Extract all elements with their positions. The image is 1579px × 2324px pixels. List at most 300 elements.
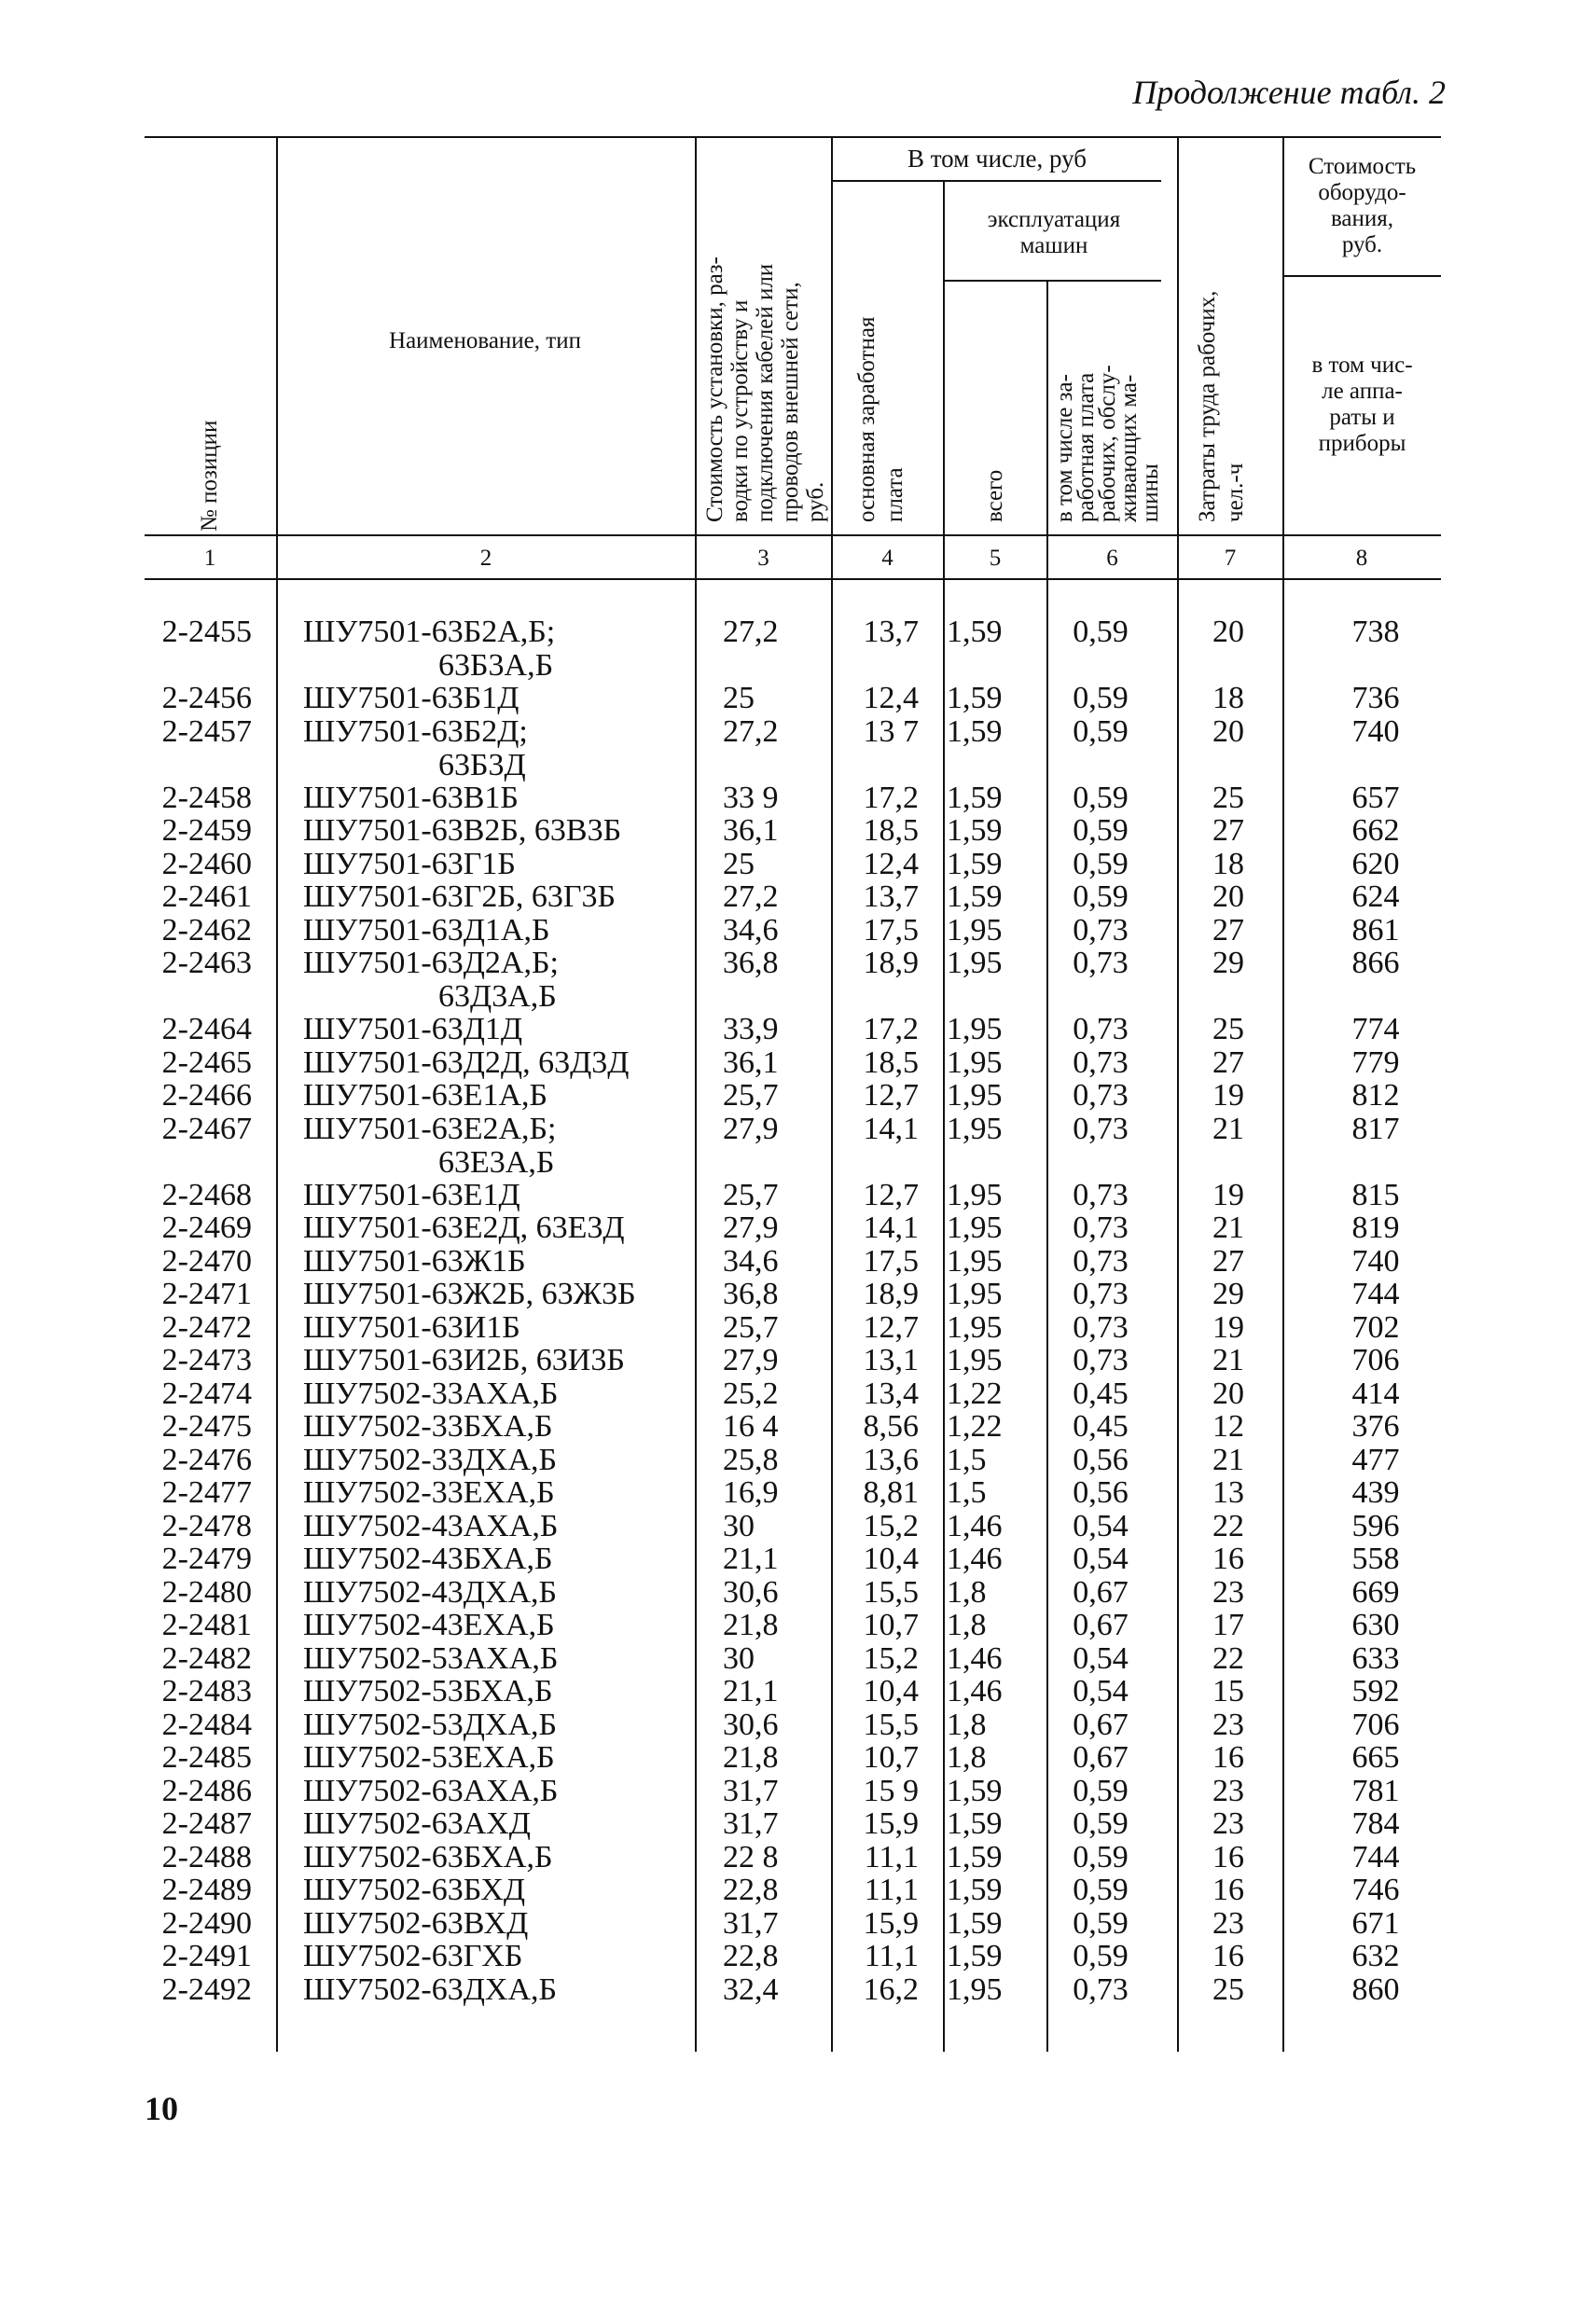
cell-c6: 0,73 [1073, 1210, 1129, 1245]
cell-pos: 2-2488 [161, 1840, 252, 1874]
equipment-rule [1282, 275, 1441, 277]
table-row [0, 1576, 1579, 1609]
cell-c7: 22 [1212, 1509, 1244, 1543]
cell-pos: 2-2484 [161, 1708, 252, 1742]
cell-c6: 0,54 [1073, 1641, 1129, 1676]
cell-c6: 0,59 [1073, 813, 1129, 848]
cell-c7: 29 [1212, 1277, 1244, 1311]
table-row [0, 1841, 1579, 1874]
table-row [0, 1642, 1579, 1675]
cell-c4: 18,5 [863, 813, 919, 848]
table-row [0, 1311, 1579, 1344]
table-row [0, 782, 1579, 814]
cell-c5: 1,59 [947, 879, 1003, 914]
table-row [0, 1874, 1579, 1906]
cell-c5: 1,8 [947, 1608, 987, 1642]
cell-c8: 596 [1351, 1509, 1400, 1543]
header-col8-sub-line: в том чис- [1311, 353, 1413, 378]
cell-c5: 1,95 [947, 1972, 1003, 2007]
cell-pos: 2-2471 [161, 1277, 252, 1311]
cell-c3: 25,7 [723, 1178, 779, 1212]
cell-c3: 22,8 [723, 1873, 779, 1907]
cell-c6: 0,73 [1073, 1244, 1129, 1279]
table-row [0, 814, 1579, 847]
header-col4-line: плата [882, 467, 907, 522]
cell-pos: 2-2468 [161, 1178, 252, 1212]
table-row [0, 1542, 1579, 1575]
table-row [0, 1245, 1579, 1278]
cell-c8: 861 [1351, 913, 1400, 948]
column-number: 2 [479, 546, 492, 571]
header-col8-sub-line: приборы [1318, 431, 1406, 456]
header-col6-line: рабочих, обслу- [1095, 365, 1120, 522]
cell-c6: 0,73 [1073, 1178, 1129, 1212]
cell-c8: 860 [1351, 1972, 1400, 2007]
cell-pos: 2-2474 [161, 1376, 252, 1411]
cell-c5: 1,95 [947, 913, 1003, 948]
cell-c6: 0,45 [1073, 1409, 1129, 1444]
cell-c4: 10,7 [863, 1608, 919, 1642]
cell-name: ШУ7501-63Б2А,Б; [303, 615, 556, 649]
cell-name: ШУ7501-63Е2Д, 63Е3Д [303, 1210, 625, 1245]
column-number: 1 [203, 546, 216, 571]
cell-pos: 2-2476 [161, 1443, 252, 1477]
cell-c5: 1,8 [947, 1740, 987, 1775]
cell-c8: 414 [1351, 1376, 1400, 1411]
cell-c8: 376 [1351, 1409, 1400, 1444]
cell-c8: 558 [1351, 1542, 1400, 1576]
table-row [0, 1807, 1579, 1840]
cell-c4: 15 9 [863, 1774, 919, 1808]
cell-c7: 19 [1212, 1178, 1244, 1212]
cell-c6: 0,59 [1073, 1906, 1129, 1941]
header-col3-line: водки по устройству и [727, 299, 753, 522]
table-row [0, 1046, 1579, 1079]
cell-c8: 740 [1351, 714, 1400, 749]
header-col8-top [1285, 154, 1439, 258]
cell-name: ШУ7502-53АХА,Б [303, 1641, 559, 1676]
table-row [0, 1377, 1579, 1410]
cell-pos: 2-2480 [161, 1575, 252, 1610]
cell-pos: 2-2482 [161, 1641, 252, 1676]
cell-c8: 477 [1351, 1443, 1400, 1477]
cell-c4: 11,1 [864, 1939, 919, 1973]
cell-c3: 25,8 [723, 1443, 779, 1477]
cell-pos: 2-2486 [161, 1774, 252, 1808]
cell-c7: 15 [1212, 1674, 1244, 1708]
cell-c6: 0,54 [1073, 1542, 1129, 1576]
cell-c3: 16 4 [723, 1409, 779, 1444]
cell-c7: 16 [1212, 1873, 1244, 1907]
cell-c6: 0,59 [1073, 847, 1129, 881]
cell-c7: 20 [1212, 714, 1244, 749]
cell-c3: 21,8 [723, 1740, 779, 1775]
header-col8-sub-line: ле аппа- [1322, 379, 1403, 404]
cell-c6: 0,73 [1073, 913, 1129, 948]
cell-pos: 2-2461 [161, 879, 252, 914]
cell-c4: 13,4 [863, 1376, 919, 1411]
cell-name: ШУ7501-63Е1Д [303, 1178, 520, 1212]
cell-pos: 2-2464 [161, 1012, 252, 1046]
cell-c5: 1,95 [947, 1012, 1003, 1046]
cell-c4: 13,6 [863, 1443, 919, 1477]
cell-c8: 671 [1351, 1906, 1400, 1941]
cell-c7: 12 [1212, 1409, 1244, 1444]
cell-pos: 2-2467 [161, 1112, 252, 1146]
cell-c4: 11,1 [864, 1873, 919, 1907]
cell-c5: 1,5 [947, 1475, 987, 1510]
cell-c6: 0,67 [1073, 1608, 1129, 1642]
table-row [0, 1112, 1579, 1180]
cell-c7: 23 [1212, 1906, 1244, 1941]
cell-c5: 1,59 [947, 1873, 1003, 1907]
cell-c4: 18,5 [863, 1045, 919, 1080]
cell-name: ШУ7502-63АХД [303, 1806, 531, 1841]
header-col4-line: основная заработная [854, 316, 880, 522]
cell-name: ШУ7501-63И1Б [303, 1310, 520, 1345]
cell-pos: 2-2485 [161, 1740, 252, 1775]
cell-c7: 29 [1212, 946, 1244, 980]
cell-name: ШУ7502-63БХА,Б [303, 1840, 553, 1874]
running-header: Продолжение табл. 2 [1132, 74, 1446, 111]
cell-c6: 0,59 [1073, 1873, 1129, 1907]
cell-c3: 25 [723, 847, 755, 881]
cell-c7: 21 [1212, 1112, 1244, 1146]
cell-c8: 657 [1351, 781, 1400, 815]
cell-c3: 30 [723, 1641, 755, 1676]
cell-c3: 36,1 [723, 1045, 779, 1080]
cell-c6: 0,67 [1073, 1708, 1129, 1742]
header-col2: Наименование, тип [389, 328, 581, 353]
cell-c8: 706 [1351, 1708, 1400, 1742]
cell-name: ШУ7502-33БХА,Б [303, 1409, 553, 1444]
cell-c6: 0,67 [1073, 1740, 1129, 1775]
table-row [0, 1940, 1579, 1972]
cell-c8: 781 [1351, 1774, 1400, 1808]
cell-c3: 31,7 [723, 1774, 779, 1808]
cell-pos: 2-2472 [161, 1310, 252, 1345]
cell-c8: 819 [1351, 1210, 1400, 1245]
column-number: 5 [989, 546, 1002, 571]
cell-name: ШУ7501-63Г1Б [303, 847, 516, 881]
table-row [0, 946, 1579, 1014]
cell-c3: 22,8 [723, 1939, 779, 1973]
table-row [0, 1741, 1579, 1774]
cell-pos: 2-2469 [161, 1210, 252, 1245]
cell-c6: 0,73 [1073, 1277, 1129, 1311]
cell-c7: 19 [1212, 1078, 1244, 1113]
header-col7-line: Затраты труда рабочих, [1195, 290, 1220, 522]
header-col8-top-line: вания, [1330, 206, 1394, 231]
cell-c4: 11,1 [864, 1840, 919, 1874]
cell-c4: 12,4 [863, 847, 919, 881]
cell-c3: 36,8 [723, 1277, 779, 1311]
cell-name: ШУ7502-63ГХБ [303, 1939, 523, 1973]
cell-c3: 27,2 [723, 879, 779, 914]
table-row [0, 848, 1579, 880]
cell-name: ШУ7501-63Д2А,Б; [303, 946, 559, 980]
cell-c5: 1,59 [947, 1939, 1003, 1973]
cell-c6: 0,56 [1073, 1475, 1129, 1510]
cell-c3: 27,9 [723, 1210, 779, 1245]
cell-c6: 0,45 [1073, 1376, 1129, 1411]
cell-c7: 27 [1212, 913, 1244, 948]
cell-c7: 22 [1212, 1641, 1244, 1676]
cell-c8: 744 [1351, 1840, 1400, 1874]
cell-c8: 744 [1351, 1277, 1400, 1311]
cell-name: ШУ7501-63Д2Д, 63Д3Д [303, 1045, 630, 1080]
cell-c6: 0,59 [1073, 1774, 1129, 1808]
cell-c7: 20 [1212, 615, 1244, 649]
cell-c3: 27,9 [723, 1112, 779, 1146]
column-number: 6 [1106, 546, 1118, 571]
cell-c4: 13,1 [863, 1343, 919, 1377]
cell-c5: 1,59 [947, 714, 1003, 749]
cell-c5: 1,95 [947, 1244, 1003, 1279]
cell-c8: 662 [1351, 813, 1400, 848]
cell-c8: 706 [1351, 1343, 1400, 1377]
cell-name: ШУ7501-63В2Б, 63В3Б [303, 813, 622, 848]
cell-c4: 18,9 [863, 946, 919, 980]
table-row [0, 1278, 1579, 1310]
table-row [0, 1708, 1579, 1741]
cell-c6: 0,59 [1073, 781, 1129, 815]
cell-c4: 15,5 [863, 1575, 919, 1610]
cell-c4: 10,7 [863, 1740, 919, 1775]
cell-c6: 0,73 [1073, 1012, 1129, 1046]
header-col8-top-line: Стоимость [1308, 154, 1417, 179]
cell-c5: 1,8 [947, 1708, 987, 1742]
cell-pos: 2-2481 [161, 1608, 252, 1642]
cell-c6: 0,54 [1073, 1674, 1129, 1708]
cell-c7: 16 [1212, 1840, 1244, 1874]
cell-c4: 15,2 [863, 1509, 919, 1543]
cell-c6: 0,73 [1073, 1972, 1129, 2007]
cell-c4: 12,7 [863, 1178, 919, 1212]
header-col3-line: проводов внешней сети, [778, 282, 803, 522]
cell-c3: 27,2 [723, 714, 779, 749]
table-row [0, 615, 1579, 683]
cell-c5: 1,59 [947, 1774, 1003, 1808]
header-col3-line: подключения кабелей или [753, 263, 778, 522]
cell-c7: 21 [1212, 1210, 1244, 1245]
table-row [0, 1079, 1579, 1112]
cell-c7: 18 [1212, 681, 1244, 715]
cell-c8: 738 [1351, 615, 1400, 649]
cell-c3: 22 8 [723, 1840, 779, 1874]
cell-c7: 27 [1212, 1045, 1244, 1080]
table-row [0, 682, 1579, 714]
cell-c5: 1,22 [947, 1409, 1003, 1444]
cell-c4: 17,2 [863, 781, 919, 815]
cell-pos: 2-2492 [161, 1972, 252, 2007]
cell-pos: 2-2466 [161, 1078, 252, 1113]
table-row [0, 1013, 1579, 1045]
cell-c7: 27 [1212, 813, 1244, 848]
cell-c7: 20 [1212, 879, 1244, 914]
cell-pos: 2-2459 [161, 813, 252, 848]
cell-c8: 779 [1351, 1045, 1400, 1080]
cell-c8: 746 [1351, 1873, 1400, 1907]
cell-c7: 16 [1212, 1939, 1244, 1973]
cell-c3: 30,6 [723, 1575, 779, 1610]
table-row [0, 1179, 1579, 1211]
cell-c5: 1,95 [947, 1210, 1003, 1245]
header-col6-line: в том числе за- [1052, 374, 1077, 522]
cell-c5: 1,59 [947, 615, 1003, 649]
cell-c4: 14,1 [863, 1210, 919, 1245]
table-row [0, 914, 1579, 947]
header-group: В том числе, руб [907, 145, 1087, 173]
cell-name: ШУ7502-63БХД [303, 1873, 526, 1907]
cell-pos: 2-2460 [161, 847, 252, 881]
cell-pos: 2-2456 [161, 681, 252, 715]
cell-c5: 1,59 [947, 681, 1003, 715]
cell-c3: 30 [723, 1509, 755, 1543]
cell-pos: 2-2465 [161, 1045, 252, 1080]
cell-pos: 2-2463 [161, 946, 252, 980]
cell-pos: 2-2487 [161, 1806, 252, 1841]
cell-c5: 1,59 [947, 1840, 1003, 1874]
cell-c6: 0,56 [1073, 1443, 1129, 1477]
cell-name-continuation: 63Б3Д [438, 748, 526, 782]
cell-c3: 34,6 [723, 1244, 779, 1279]
column-number: 8 [1355, 546, 1368, 571]
cell-name-continuation: 63Д3А,Б [438, 979, 557, 1014]
cell-c3: 36,8 [723, 946, 779, 980]
cell-c3: 27,9 [723, 1343, 779, 1377]
header-col6-line: живающих ма- [1116, 374, 1142, 522]
cell-c7: 23 [1212, 1575, 1244, 1610]
cell-c8: 702 [1351, 1310, 1400, 1345]
cell-name: ШУ7501-63Е1А,Б [303, 1078, 548, 1113]
cell-c5: 1,95 [947, 1078, 1003, 1113]
cell-c4: 12,7 [863, 1310, 919, 1345]
cell-c3: 31,7 [723, 1806, 779, 1841]
cell-c5: 1,95 [947, 1310, 1003, 1345]
cell-c6: 0,73 [1073, 1078, 1129, 1113]
cell-c8: 736 [1351, 681, 1400, 715]
cell-c4: 15,2 [863, 1641, 919, 1676]
cell-c4: 17,2 [863, 1012, 919, 1046]
cell-name: ШУ7501-63Е2А,Б; [303, 1112, 557, 1146]
cell-c5: 1,46 [947, 1542, 1003, 1576]
cell-c7: 23 [1212, 1806, 1244, 1841]
cell-c3: 21,8 [723, 1608, 779, 1642]
cell-c5: 1,22 [947, 1376, 1003, 1411]
cell-c4: 15,9 [863, 1806, 919, 1841]
cell-c6: 0,67 [1073, 1575, 1129, 1610]
table-row [0, 1675, 1579, 1708]
column-number: 3 [757, 546, 769, 571]
header-col3-line: Стоимость установки, раз- [702, 256, 727, 522]
cell-pos: 2-2473 [161, 1343, 252, 1377]
cell-c5: 1,59 [947, 1906, 1003, 1941]
cell-c8: 665 [1351, 1740, 1400, 1775]
cell-c7: 16 [1212, 1542, 1244, 1576]
cell-c3: 27,2 [723, 615, 779, 649]
column-number: 7 [1224, 546, 1237, 571]
cell-c4: 8,81 [863, 1475, 919, 1510]
cell-c6: 0,73 [1073, 1045, 1129, 1080]
cell-c8: 620 [1351, 847, 1400, 881]
cell-name: ШУ7501-63В1Б [303, 781, 519, 815]
cell-pos: 2-2489 [161, 1873, 252, 1907]
cell-c4: 17,5 [863, 913, 919, 948]
header-col6-line: работная плата [1073, 372, 1099, 522]
table-row [0, 1510, 1579, 1542]
column-numbers-rule [145, 578, 1441, 580]
cell-pos: 2-2478 [161, 1509, 252, 1543]
cell-c8: 784 [1351, 1806, 1400, 1841]
column-number: 4 [881, 546, 893, 571]
cell-c6: 0,59 [1073, 681, 1129, 715]
table-row [0, 1476, 1579, 1509]
cell-c6: 0,73 [1073, 946, 1129, 980]
cell-c5: 1,95 [947, 1045, 1003, 1080]
cell-c8: 815 [1351, 1178, 1400, 1212]
cell-pos: 2-2462 [161, 913, 252, 948]
cell-pos: 2-2457 [161, 714, 252, 749]
header-col8-top-line: руб. [1341, 232, 1383, 257]
cell-pos: 2-2458 [161, 781, 252, 815]
cell-pos: 2-2483 [161, 1674, 252, 1708]
cell-c4: 15,9 [863, 1906, 919, 1941]
cell-name: ШУ7502-53БХА,Б [303, 1674, 553, 1708]
cell-c8: 633 [1351, 1641, 1400, 1676]
table-row [0, 714, 1579, 782]
table-row [0, 1410, 1579, 1443]
cell-c3: 32,4 [723, 1972, 779, 2007]
cell-name-continuation: 63Е3А,Б [438, 1145, 555, 1180]
cell-c7: 21 [1212, 1343, 1244, 1377]
cell-c5: 1,95 [947, 1112, 1003, 1146]
header-col7-line: чел.-ч [1223, 463, 1248, 522]
cell-c8: 592 [1351, 1674, 1400, 1708]
group-rule [833, 180, 1161, 182]
header-col8-sub [1285, 353, 1439, 457]
cell-c4: 12,4 [863, 681, 919, 715]
cell-pos: 2-2475 [161, 1409, 252, 1444]
cell-c3: 25 [723, 681, 755, 715]
cell-c3: 25,7 [723, 1078, 779, 1113]
table-row [0, 1775, 1579, 1807]
cell-name: ШУ7502-63АХА,Б [303, 1774, 559, 1808]
cell-c5: 1,5 [947, 1443, 987, 1477]
cell-c5: 1,95 [947, 1178, 1003, 1212]
cell-pos: 2-2470 [161, 1244, 252, 1279]
cell-c4: 10,4 [863, 1674, 919, 1708]
cell-name: ШУ7502-43БХА,Б [303, 1542, 553, 1576]
cell-c3: 36,1 [723, 813, 779, 848]
cell-c3: 21,1 [723, 1542, 779, 1576]
cell-name: ШУ7502-53ДХА,Б [303, 1708, 558, 1742]
cell-c8: 817 [1351, 1112, 1400, 1146]
cell-name: ШУ7502-63ВХД [303, 1906, 529, 1941]
cell-pos: 2-2477 [161, 1475, 252, 1510]
cell-c4: 13 7 [863, 714, 919, 749]
cell-c5: 1,46 [947, 1641, 1003, 1676]
table-row [0, 1444, 1579, 1476]
cell-c7: 17 [1212, 1608, 1244, 1642]
cell-name: ШУ7501-63Г2Б, 63Г3Б [303, 879, 616, 914]
cell-c6: 0,73 [1073, 1343, 1129, 1377]
cell-c8: 624 [1351, 879, 1400, 914]
cell-c5: 1,95 [947, 1277, 1003, 1311]
cell-c7: 25 [1212, 1972, 1244, 2007]
cell-c7: 21 [1212, 1443, 1244, 1477]
table-row [0, 1211, 1579, 1244]
